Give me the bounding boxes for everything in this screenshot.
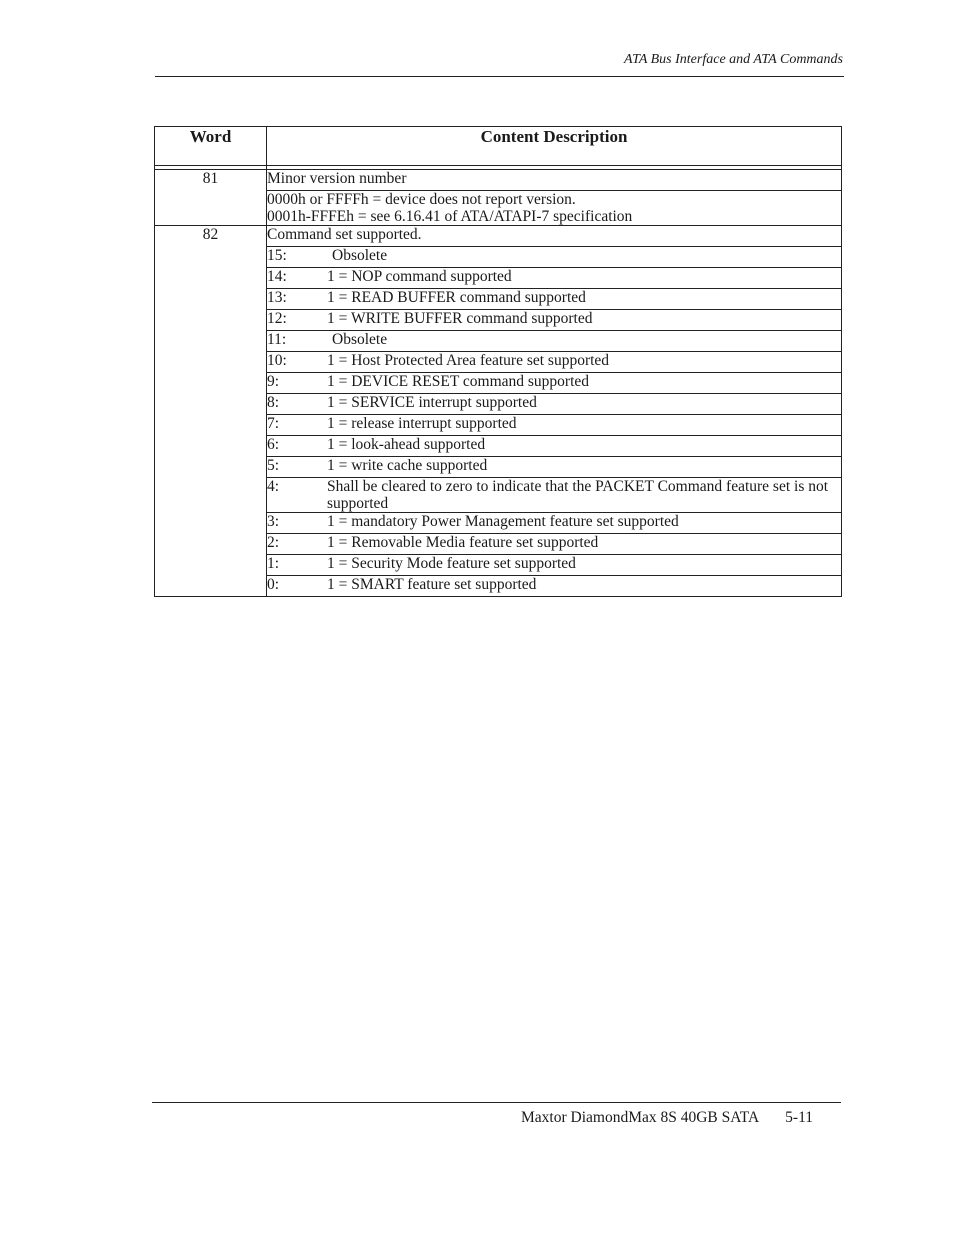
bit-description: 1 = write cache supported (327, 457, 488, 474)
bit-description: Obsolete (332, 331, 388, 348)
word-description (267, 191, 842, 226)
bit-entry (267, 436, 841, 456)
bit-description: 1 = mandatory Power Management feature set supported (327, 513, 679, 530)
bit-description: 1 = NOP command supported (327, 268, 512, 285)
bit-number: 9: (267, 373, 280, 390)
bit-number: 12: (267, 310, 287, 327)
bit-entry (267, 415, 841, 435)
bit-entry (267, 247, 841, 267)
bit-entry (267, 352, 841, 372)
bit-entry (267, 373, 841, 393)
header-rule (155, 76, 844, 77)
bit-entry (267, 268, 841, 288)
bit-number: 13: (267, 289, 287, 306)
bit-entry (267, 457, 841, 477)
footer-rule (152, 1102, 841, 1103)
bit-entry (267, 534, 841, 554)
bit-description: Shall be cleared to zero to indicate that the PACKET Command feature set is not supported (327, 478, 829, 512)
page-number: 5-11 (785, 1109, 813, 1126)
identify-device-table (154, 126, 842, 597)
bit-description: 1 = look-ahead supported (327, 436, 486, 453)
bit-description: 1 = SMART feature set supported (327, 576, 537, 593)
bit-description: 1 = Host Protected Area feature set supported (327, 352, 610, 369)
bit-description: Obsolete (332, 247, 388, 264)
bit-description: 1 = release interrupt supported (327, 415, 517, 432)
bit-entry (267, 331, 841, 351)
bit-number: 4: (267, 478, 280, 495)
table-header-row (155, 127, 842, 166)
bit-description: 1 = WRITE BUFFER command supported (327, 310, 593, 327)
bit-number: 2: (267, 534, 280, 551)
page-footer (152, 1109, 813, 1127)
description-line: 0001h-FFFEh = see 6.16.41 of ATA/ATAPI-7 specification (267, 208, 633, 225)
bit-number: 1: (267, 555, 280, 572)
bit-number: 6: (267, 436, 280, 453)
bit-description: 1 = Security Mode feature set supported (327, 555, 576, 572)
bit-description: 1 = DEVICE RESET command supported (327, 373, 590, 390)
bit-number: 3: (267, 513, 280, 530)
bit-entry (267, 478, 841, 512)
bit-entry (267, 513, 841, 533)
running-head: ATA Bus Interface and ATA Commands (624, 52, 843, 67)
bit-entry (267, 310, 841, 330)
header-word: Word (155, 127, 267, 166)
bit-entry (267, 555, 841, 575)
word-title: Command set supported. (267, 226, 842, 247)
table-row (155, 226, 842, 247)
footer-product: Maxtor DiamondMax 8S 40GB SATA (521, 1109, 760, 1126)
bit-number: 14: (267, 268, 287, 285)
bit-description: 1 = SERVICE interrupt supported (327, 394, 537, 411)
word-number: 81 (155, 170, 267, 226)
header-content-description: Content Description (267, 127, 842, 166)
bit-number: 0: (267, 576, 280, 593)
bit-entry (267, 289, 841, 309)
bit-description: 1 = Removable Media feature set supported (327, 534, 599, 551)
bit-number: 8: (267, 394, 280, 411)
bit-number: 5: (267, 457, 280, 474)
bit-number: 7: (267, 415, 280, 432)
bit-number: 10: (267, 352, 287, 369)
bit-entry (267, 394, 841, 414)
table-row (155, 170, 842, 191)
description-line: 0000h or FFFFh = device does not report version. (267, 191, 576, 208)
word-number: 82 (155, 226, 267, 597)
bit-number: 15: (267, 247, 287, 264)
word-title: Minor version number (267, 170, 842, 191)
bit-entry (267, 576, 841, 596)
bit-number: 11: (267, 331, 287, 348)
bit-description: 1 = READ BUFFER command supported (327, 289, 586, 306)
